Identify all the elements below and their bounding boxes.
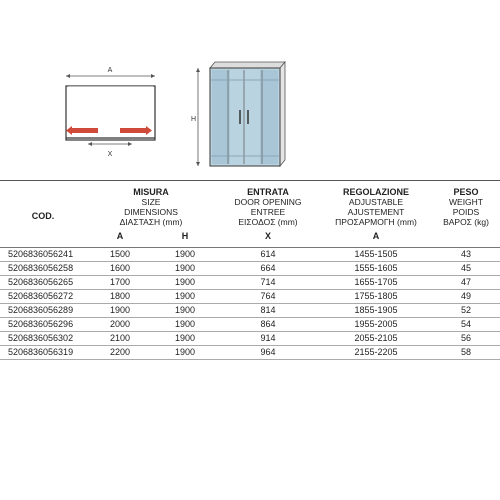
cell-adjustable: 1455-1505 <box>320 248 432 262</box>
cell-size-h: 1900 <box>154 346 216 360</box>
cell-size-a: 2000 <box>86 318 154 332</box>
cell-adjustable: 1555-1605 <box>320 262 432 276</box>
cell-size-a: 1500 <box>86 248 154 262</box>
cell-code: 5206836056272 <box>0 290 86 304</box>
table-row <box>0 304 500 318</box>
table-row <box>0 332 500 346</box>
cell-code: 5206836056241 <box>0 248 86 262</box>
header-size: MISURA SIZE DIMENSIONS ΔΙΑΣΤΑΣΗ (mm) <box>119 187 183 227</box>
cell-weight: 45 <box>432 262 500 276</box>
cell-weight: 47 <box>432 276 500 290</box>
height-label: H <box>190 116 196 123</box>
table-row <box>0 276 500 290</box>
table-row <box>0 248 500 262</box>
cell-size-h: 1900 <box>154 262 216 276</box>
cell-door-opening: 914 <box>216 332 320 346</box>
cell-weight: 52 <box>432 304 500 318</box>
cell-size-a: 2100 <box>86 332 154 346</box>
cell-size-h: 1900 <box>154 304 216 318</box>
cell-adjustable: 1955-2005 <box>320 318 432 332</box>
subheader-x: X <box>216 227 320 248</box>
cell-weight: 43 <box>432 248 500 262</box>
right-panel-arrow-icon <box>120 128 146 133</box>
cell-adjustable: 1655-1705 <box>320 276 432 290</box>
top-view-diagram <box>66 67 155 158</box>
cell-door-opening: 764 <box>216 290 320 304</box>
subheader-a: A <box>86 227 154 248</box>
cell-door-opening: 964 <box>216 346 320 360</box>
cell-size-h: 1900 <box>154 332 216 346</box>
cell-size-a: 2200 <box>86 346 154 360</box>
specification-table <box>0 180 500 360</box>
cell-size-a: 1700 <box>86 276 154 290</box>
cell-door-opening: 864 <box>216 318 320 332</box>
left-panel-arrow-icon <box>72 128 98 133</box>
opening-label: X <box>107 151 113 158</box>
table-row <box>0 262 500 276</box>
table-row <box>0 318 500 332</box>
subheader-adj-a: A <box>320 227 432 248</box>
cell-size-h: 1900 <box>154 318 216 332</box>
cell-size-h: 1900 <box>154 276 216 290</box>
cell-adjustable: 1755-1805 <box>320 290 432 304</box>
table-row <box>0 290 500 304</box>
cell-adjustable: 1855-1905 <box>320 304 432 318</box>
cell-weight: 56 <box>432 332 500 346</box>
cell-size-a: 1800 <box>86 290 154 304</box>
table-row <box>0 346 500 360</box>
cell-code: 5206836056302 <box>0 332 86 346</box>
cell-code: 5206836056265 <box>0 276 86 290</box>
cell-door-opening: 714 <box>216 276 320 290</box>
header-adjustable: REGOLAZIONE ADJUSTABLE AJUSTEMENT ΠΡΟΣΑΡΜΟΓΗ (mm) <box>335 187 417 227</box>
cell-adjustable: 2055-2105 <box>320 332 432 346</box>
header-code: COD. <box>31 211 55 221</box>
cell-code: 5206836056289 <box>0 304 86 318</box>
cell-code: 5206836056319 <box>0 346 86 360</box>
cell-size-h: 1900 <box>154 290 216 304</box>
cell-door-opening: 664 <box>216 262 320 276</box>
cell-weight: 58 <box>432 346 500 360</box>
front-view-diagram <box>191 62 285 166</box>
cell-door-opening: 814 <box>216 304 320 318</box>
cell-size-a: 1600 <box>86 262 154 276</box>
cell-door-opening: 614 <box>216 248 320 262</box>
cell-code: 5206836056296 <box>0 318 86 332</box>
cell-size-h: 1900 <box>154 248 216 262</box>
width-label: A <box>107 67 113 74</box>
technical-drawing <box>0 0 500 175</box>
cell-code: 5206836056258 <box>0 262 86 276</box>
cell-weight: 49 <box>432 290 500 304</box>
subheader-h: H <box>154 227 216 248</box>
header-weight: PESO WEIGHT POIDS ΒΑΡΟΣ (kg) <box>443 187 489 227</box>
cell-adjustable: 2155-2205 <box>320 346 432 360</box>
header-door-opening: ENTRATA DOOR OPENING ENTREE ΕΙΣΟΔΟΣ (mm) <box>234 187 302 227</box>
cell-weight: 54 <box>432 318 500 332</box>
cell-size-a: 1900 <box>86 304 154 318</box>
